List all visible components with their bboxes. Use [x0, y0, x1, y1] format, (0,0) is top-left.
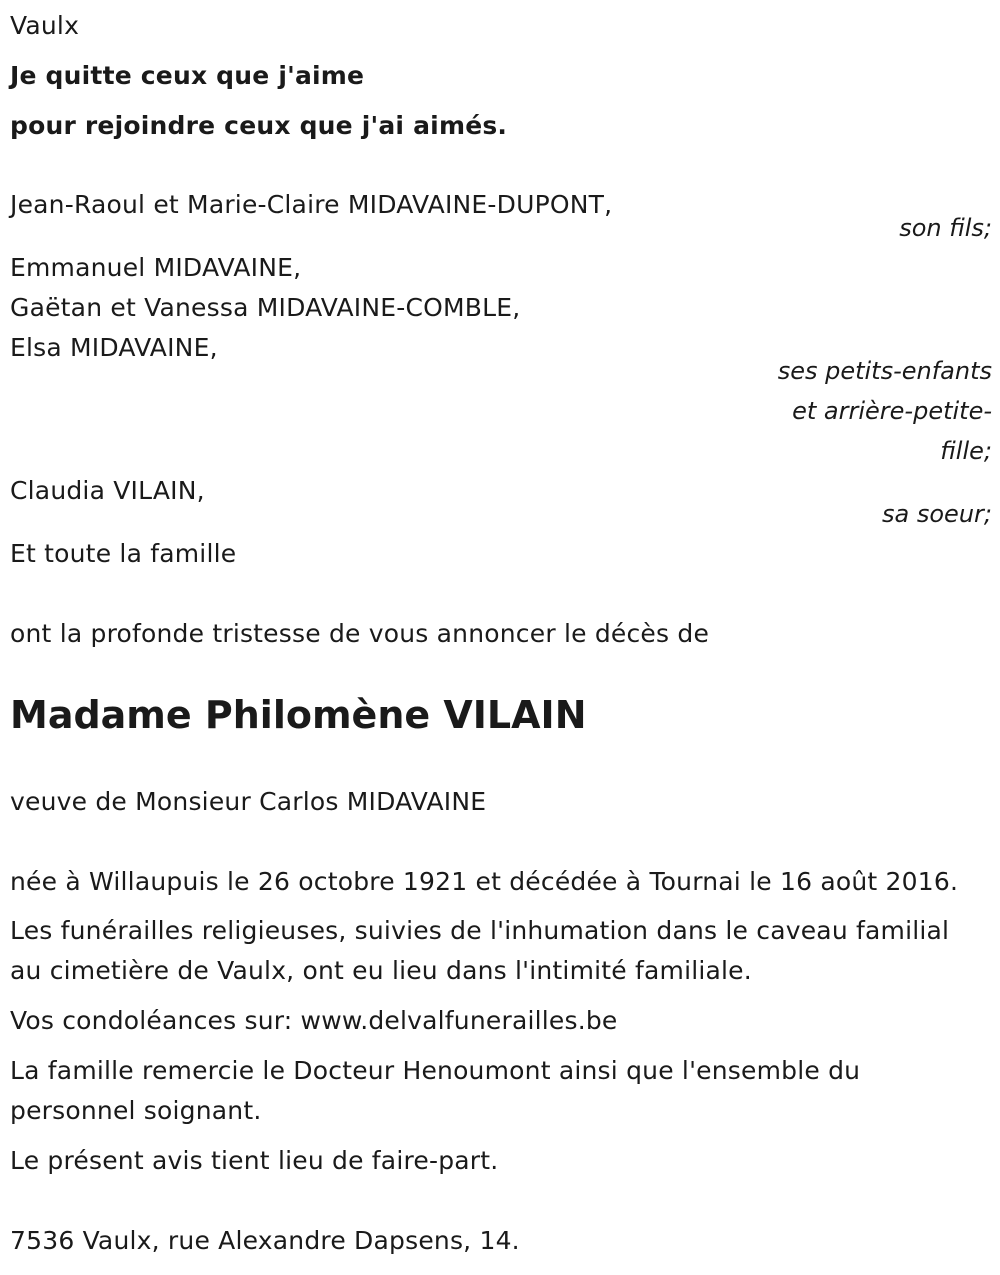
thanks-line-1: La famille remercie le Docteur Henoumont ainsi que l'ensemble du [10, 1056, 861, 1085]
grandchild-3: Elsa MIDAVAINE, [10, 333, 218, 362]
son-names: Jean-Raoul et Marie-Claire MIDAVAINE-DUPONT, [10, 190, 613, 219]
deceased-name: Madame Philomène VILAIN [10, 693, 587, 737]
quote-line-1: Je quitte ceux que j'aime [10, 61, 365, 90]
notice-text: Le présent avis tient lieu de faire-part. [10, 1146, 499, 1175]
sister-name: Claudia VILAIN, [10, 476, 205, 505]
funeral-line-2: au cimetière de Vaulx, ont eu lieu dans l'intimité familiale. [10, 956, 752, 985]
condolences-text: Vos condoléances sur: www.delvalfunerailles.be [10, 1006, 618, 1035]
location-heading: Vaulx [10, 11, 80, 40]
thanks-line-2: personnel soignant. [10, 1096, 262, 1125]
other-family: Et toute la famille [10, 539, 237, 568]
address: 7536 Vaulx, rue Alexandre Dapsens, 14. [10, 1226, 520, 1255]
funeral-line-1: Les funérailles religieuses, suivies de l'inhumation dans le caveau familial [10, 916, 950, 945]
widow-of: veuve de Monsieur Carlos MIDAVAINE [10, 787, 487, 816]
grandchildren-role-line-1: ses petits-enfants [777, 357, 992, 385]
announcement-text: ont la profonde tristesse de vous annoncer le décès de [10, 619, 710, 648]
quote-line-2: pour rejoindre ceux que j'ai aimés. [10, 111, 508, 140]
son-role: son fils; [899, 214, 992, 242]
grandchild-1: Emmanuel MIDAVAINE, [10, 253, 302, 282]
grandchild-2: Gaëtan et Vanessa MIDAVAINE-COMBLE, [10, 293, 521, 322]
birth-death-dates: née à Willaupuis le 26 octobre 1921 et décédée à Tournai le 16 août 2016. [10, 867, 959, 896]
grandchildren-role-line-2: et arrière-petite- [792, 397, 992, 425]
grandchildren-role-line-3: fille; [940, 437, 992, 465]
sister-role: sa soeur; [882, 500, 992, 528]
obituary-notice [10, 0, 992, 1275]
